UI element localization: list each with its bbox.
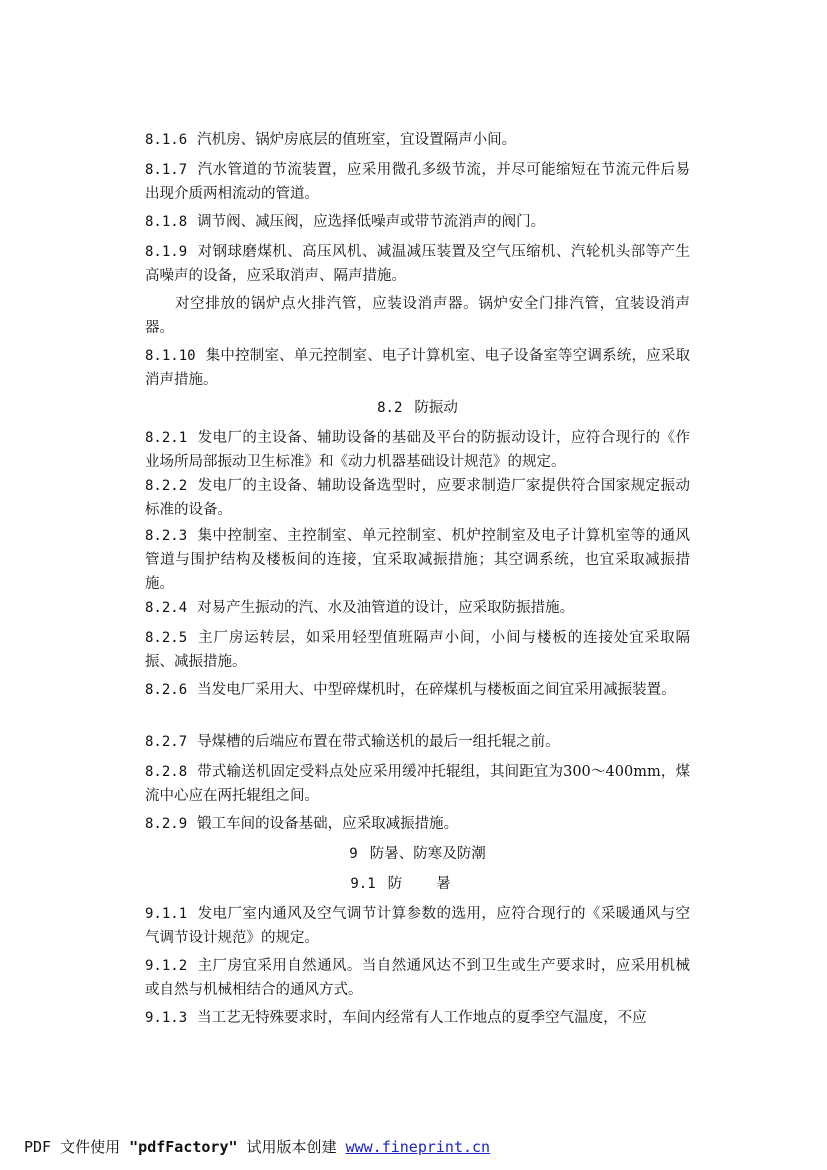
clause-8-2-4 [145,596,690,620]
section-heading-9-1 [145,872,690,896]
clause-text: 导煤槽的后端应布置在带式输送机的最后一组托辊之前。 [197,734,560,750]
clause-text: 汽机房、锅炉房底层的值班室，宜设置隔声小间。 [197,132,517,148]
clause-text: 汽水管道的节流装置，应采用微孔多级节流，并尽可能缩短在节流元件后易出现介质两相流动的管道。 [145,162,690,202]
clause-9-1-3 [145,1006,690,1030]
section-title: 防振动 [414,400,458,416]
clause-8-1-9-continued [145,292,690,340]
clause-text: 带式输送机固定受料点处应采用缓冲托辊组，其间距宜为300～400mm，煤流中心应在两托辊组之间。 [145,764,690,804]
section-number: 8.2 [377,400,403,416]
clause-8-1-9 [145,240,690,288]
clause-8-2-2 [145,474,690,522]
clause-number: 8.2.3 [145,528,188,544]
clause-text: 发电厂室内通风及空气调节计算参数的选用，应符合现行的《采暖通风与空气调节设计规范》的规定。 [145,906,690,946]
clause-text: 集中控制室、主控制室、单元控制室、机炉控制室及电子计算机室等的通风管道与围护结构及楼板间的连接，宜采取减振措施；其空调系统，也宜采取减振措施。 [145,528,690,592]
section-heading-8-2 [145,396,690,420]
pdf-watermark-footer [24,1136,490,1157]
clause-text: 发电厂的主设备、辅助设备的基础及平台的防振动设计，应符合现行的《作业场所局部振动卫生标准》和《动力机器基础设计规范》的规定。 [145,430,690,470]
chapter-number: 9 [349,846,358,862]
clause-number: 9.1.1 [145,906,188,922]
clause-8-2-7 [145,730,690,754]
clause-number: 8.2.8 [145,764,188,780]
clause-text: 锻工车间的设备基础，应采取减振措施。 [197,816,459,832]
clause-text: 主厂房运转层，如采用轻型值班隔声小间，小间与楼板的连接处宜采取隔振、减振措施。 [145,630,690,670]
clause-number: 8.1.9 [145,244,188,260]
clause-number: 8.1.6 [145,132,188,148]
clause-text: 集中控制室、单元控制室、电子计算机室、电子设备室等空调系统，应采取消声措施。 [145,348,690,388]
clause-text: 当发电厂采用大、中型碎煤机时，在碎煤机与楼板面之间宜采用减振装置。 [197,682,676,698]
clause-8-2-9 [145,812,690,836]
clause-number: 9.1.3 [145,1010,188,1026]
clause-8-1-6 [145,128,690,152]
clause-number: 8.1.8 [145,214,188,230]
clause-text: 对钢球磨煤机、高压风机、减温减压装置及空气压缩机、汽轮机头部等产生高噪声的设备，应采取消声、隔声措施。 [145,244,690,284]
clause-8-2-6 [145,678,690,702]
clause-number: 8.2.4 [145,600,188,616]
clause-8-2-3 [145,524,690,596]
clause-number: 8.2.2 [145,478,188,494]
section-title: 防暑 [387,876,485,892]
chapter-title: 防暑、防寒及防潮 [369,846,486,862]
footer-middle: 试用版本创建 [237,1138,346,1156]
clause-9-1-2 [145,954,690,1002]
clause-number: 8.2.7 [145,734,188,750]
clause-8-1-7 [145,158,690,206]
clause-8-2-5 [145,626,690,674]
clause-text: 发电厂的主设备、辅助设备选型时，应要求制造厂家提供符合国家规定振动标准的设备。 [145,478,690,518]
clause-text: 对易产生振动的汽、水及油管道的设计，应采取防振措施。 [197,600,575,616]
clause-number: 8.2.1 [145,430,188,446]
footer-prefix: PDF 文件使用 [24,1138,130,1156]
clause-number: 8.2.5 [145,630,188,646]
clause-number: 8.2.9 [145,816,188,832]
clause-text: 当工艺无特殊要求时，车间内经常有人工作地点的夏季空气温度，不应 [197,1010,647,1026]
chapter-heading-9 [145,842,690,866]
footer-link[interactable]: www.fineprint.cn [345,1138,491,1156]
clause-text: 主厂房宜采用自然通风。当自然通风达不到卫生或生产要求时，应采用机械或自然与机械相结合的通风方式。 [145,958,690,998]
clause-number: 8.1.7 [145,162,188,178]
clause-9-1-1 [145,902,690,950]
clause-text: 对空排放的锅炉点火排汽管，应装设消声器。锅炉安全门排汽管，宜装设消声器。 [145,296,690,336]
clause-8-1-10 [145,344,690,392]
clause-8-2-1 [145,426,690,474]
footer-brand: "pdfFactory" [129,1138,238,1156]
clause-number: 9.1.2 [145,958,188,974]
section-number: 9.1 [350,876,376,892]
clause-number: 8.1.10 [145,348,196,364]
clause-number: 8.2.6 [145,682,188,698]
clause-text: 调节阀、减压阀，应选择低噪声或带节流消声的阀门。 [197,214,546,230]
clause-8-1-8 [145,210,690,234]
clause-8-2-8 [145,760,690,808]
